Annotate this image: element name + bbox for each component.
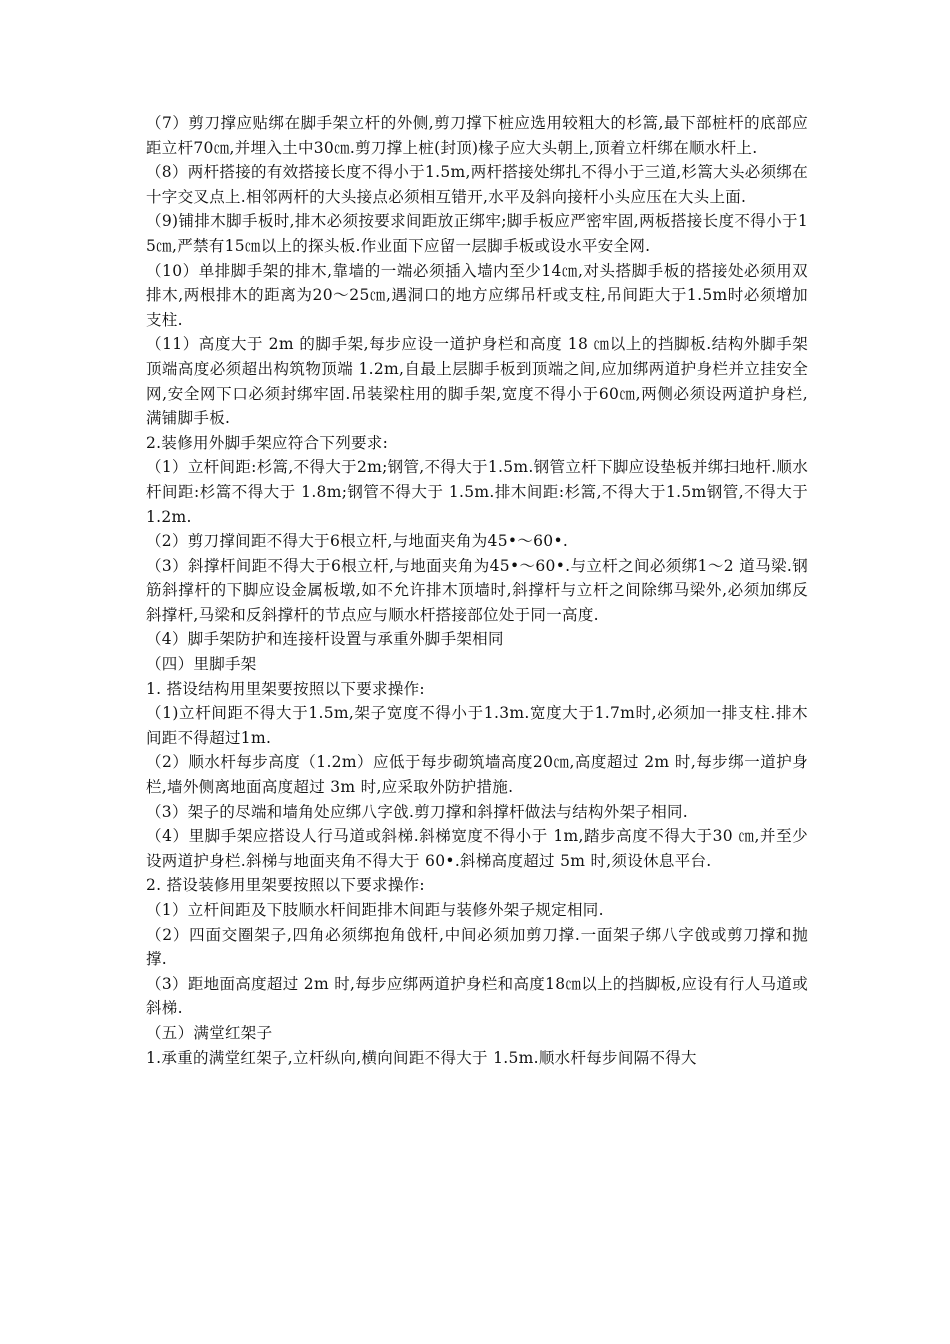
paragraph-8-pole-lap: （8）两杆搭接的有效搭接长度不得小于1.5m,两杆搭接处绑扎不得小于三道,杉篙大头必须绑在十字交叉点上.相邻两杆的大头接点必须相互错开,水平及斜向接杆小头应压在大头上面. <box>146 163 808 206</box>
paragraph-inner-3-corner: （3）架子的尽端和墙角处应绑八字戗.剪刀撑和斜撑杆做法与结构外架子相同. <box>146 802 689 821</box>
paragraph-11-guardrail: （11）高度大于 2m 的脚手架,每步应设一道护身栏和高度 18 ㎝以上的挡脚板.结构外脚手架顶端高度必须超出构筑物顶端 1.2m,自最上层脚手板到顶端之间,应加绑两道护身栏并立挂安全网,安全网下口必须封绑牢固.吊装梁柱用的脚手架,宽度不得小于60㎝,两侧必须设两道护身栏,满铺脚手板. <box>146 335 808 428</box>
paragraph-deco-2-scissor: （2）剪刀撑间距不得大于6根立杆,与地面夹角为45•～60•. <box>146 532 569 551</box>
heading-decoration-scaffold: 2.装修用外脚手架应符合下列要求: <box>146 433 389 452</box>
paragraph-deco-3-diagonal: （3）斜撑杆间距不得大于6根立杆,与地面夹角为45•～60•.与立杆之间必须绑1～2 道马梁.钢筋斜撑杆的下脚应设金属板墩,如不允许排木顶墙时,斜撑杆与立杆之间除绑马梁外,必须加绑反斜撑杆,马梁和反斜撑杆的节点应与顺水杆搭接部位处于同一高度. <box>146 556 808 624</box>
paragraph-deco-inner-1: （1）立杆间距及下肢顺水杆间距排木间距与装修外架子规定相同. <box>146 901 604 919</box>
heading-full-hall-scaffold: （五）满堂红架子 <box>146 1023 273 1042</box>
paragraph-inner-2-step: （2）顺水杆每步高度（1.2m）应低于每步砌筑墙高度20㎝,高度超过 2m 时,每步绑一道护身栏,墙外侧离地面高度超过 3m 时,应采取外防护措施. <box>146 753 808 797</box>
paragraph-deco-inner-3: （3）距地面高度超过 2m 时,每步应绑两道护身栏和高度18㎝以上的挡脚板,应设有行人马道或斜梯. <box>146 974 808 1018</box>
paragraph-7-scissor-brace: （7）剪刀撑应贴绑在脚手架立杆的外侧,剪刀撑下桩应选用较粗大的杉篙,最下部桩杆的底部应距立杆70㎝,并埋入土中30㎝.剪刀撑上桩(封顶)椽子应大头朝上,顶着立杆绑在顺水杆上. <box>146 114 808 157</box>
paragraph-deco-4-protection: （4）脚手架防护和连接杆设置与承重外脚手架相同 <box>146 630 504 649</box>
paragraph-inner-1-spacing: （1)立杆间距不得大于1.5m,架子宽度不得小于1.3m.宽度大于1.7m时,必须加一排支柱.排木间距不得超过1m. <box>146 704 808 747</box>
paragraph-full-hall-1: 1.承重的满堂红架子,立杆纵向,横向间距不得大于 1.5m.顺水杆每步间隔不得大 <box>146 1048 697 1067</box>
heading-structural-inner: 1. 搭设结构用里架要按照以下要求操作: <box>146 679 425 698</box>
document-body <box>146 111 808 1070</box>
paragraph-deco-1-spacing: （1）立杆间距:杉篙,不得大于2m;钢管,不得大于1.5m.钢管立杆下脚应设垫板并绑扫地杆.顺水杆间距:杉篙不得大于 1.8m;钢管不得大于 1.5m.排木间距:杉篙,不得大于1.5m钢管,不得大于1.2m. <box>146 458 808 526</box>
heading-decoration-inner: 2. 搭设装修用里架要按照以下要求操作: <box>146 876 425 895</box>
heading-inner-scaffold: （四）里脚手架 <box>146 655 257 674</box>
paragraph-inner-4-ramp: （4）里脚手架应搭设人行马道或斜梯.斜梯宽度不得小于 1m,踏步高度不得大于30 ㎝,并至少设两道护身栏.斜梯与地面夹角不得大于 60•.斜梯高度超过 5m 时,须设休息平台. <box>146 827 808 870</box>
paragraph-9-scaffold-board: （9)铺排木脚手板时,排木必须按要求间距放正绑牢;脚手板应严密牢固,两板搭接长度不得小于15㎝,严禁有15㎝以上的探头板.作业面下应留一层脚手板或设水平安全网. <box>146 212 808 255</box>
paragraph-deco-inner-2: （2）四面交圈架子,四角必须绑抱角戗杆,中间必须加剪刀撑.一面架子绑八字戗或剪刀撑和抛撑. <box>146 925 808 969</box>
paragraph-10-single-row: （10）单排脚手架的排木,靠墙的一端必须插入墙内至少14㎝,对头搭脚手板的搭接处必须用双排木,两根排木的距离为20～25㎝,遇洞口的地方应绑吊杆或支柱,吊间距大于1.5m时必须增加支柱. <box>146 261 808 329</box>
